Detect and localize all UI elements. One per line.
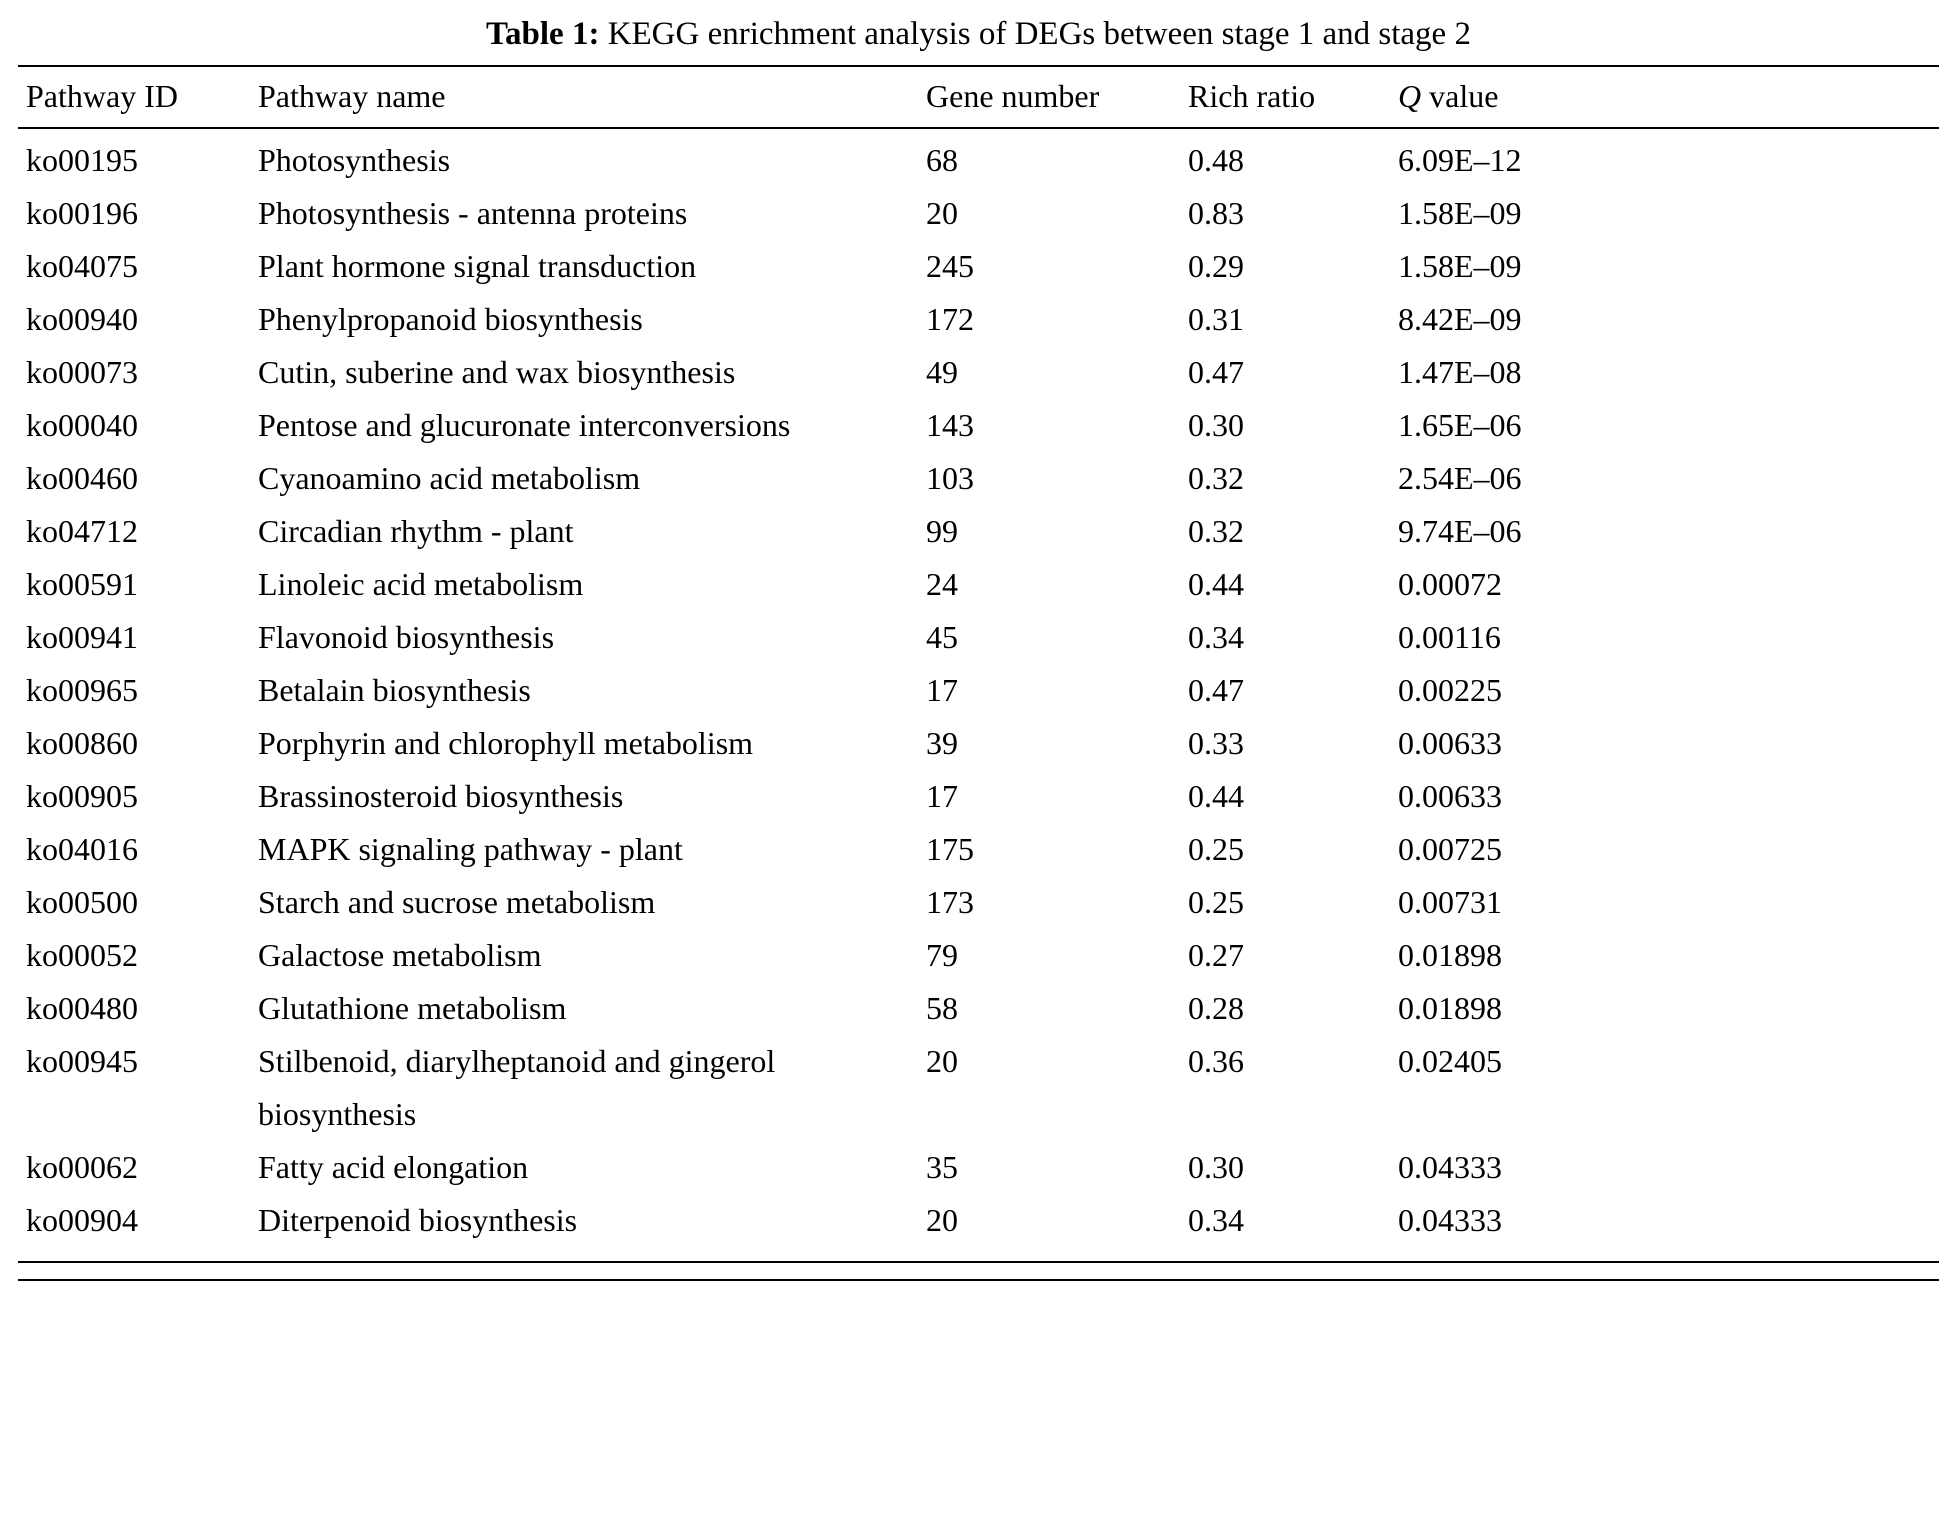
table-row	[18, 128, 1939, 187]
col-header-pathway-id: Pathway ID	[18, 66, 250, 128]
cell-pathway-name: Cutin, suberine and wax biosynthesis	[258, 353, 736, 390]
cell-pathway-name: MAPK signaling pathway - plant	[258, 830, 683, 867]
cell-gene-number: 103	[926, 459, 974, 496]
cell-pathway-name: Brassinosteroid biosynthesis	[258, 777, 624, 814]
cell-q-value: 0.01898	[1398, 936, 1502, 973]
cell-rich-ratio: 0.33	[1188, 724, 1244, 761]
table-caption-label: Table 1:	[486, 16, 600, 52]
kegg-enrichment-table	[18, 65, 1939, 1253]
cell-pathway-name: Flavonoid biosynthesis	[258, 618, 555, 655]
cell-rich-ratio: 0.25	[1188, 883, 1244, 920]
cell-gene-number: 17	[926, 671, 958, 708]
cell-rich-ratio: 0.28	[1188, 989, 1244, 1026]
cell-pathway-id: ko00591	[26, 565, 138, 602]
table-row	[18, 399, 1939, 452]
col-header-pathway-name: Pathway name	[250, 66, 918, 128]
cell-rich-ratio: 0.44	[1188, 777, 1244, 814]
col-header-rich-ratio: Rich ratio	[1180, 66, 1390, 128]
cell-rich-ratio: 0.32	[1188, 512, 1244, 549]
cell-q-value: 0.00633	[1398, 777, 1502, 814]
table-row	[18, 611, 1939, 664]
cell-q-value: 9.74E–06	[1398, 512, 1522, 549]
table-row	[18, 929, 1939, 982]
cell-rich-ratio: 0.34	[1188, 618, 1244, 655]
cell-rich-ratio: 0.48	[1188, 141, 1244, 178]
cell-q-value: 0.00225	[1398, 671, 1502, 708]
cell-q-value: 0.00116	[1398, 618, 1501, 655]
cell-q-value: 0.04333	[1398, 1148, 1502, 1185]
table-row	[18, 293, 1939, 346]
table-row	[18, 876, 1939, 929]
cell-pathway-name: Glutathione metabolism	[258, 989, 567, 1026]
cell-pathway-name: Diterpenoid biosynthesis	[258, 1201, 578, 1238]
q-value-rest-part: value	[1421, 78, 1499, 115]
table-caption-text: KEGG enrichment analysis of DEGs between stage 1 and stage 2	[599, 16, 1471, 52]
table-header	[18, 66, 1939, 128]
cell-pathway-id: ko00500	[26, 883, 138, 920]
table-row	[18, 1194, 1939, 1253]
cell-pathway-id: ko00905	[26, 777, 138, 814]
cell-gene-number: 58	[926, 989, 958, 1026]
cell-gene-number: 245	[926, 247, 974, 284]
cell-pathway-id: ko00196	[26, 194, 138, 231]
cell-pathway-id: ko00052	[26, 936, 138, 973]
cell-q-value: 6.09E–12	[1398, 141, 1522, 178]
table-row	[18, 558, 1939, 611]
cell-rich-ratio: 0.31	[1188, 300, 1244, 337]
table-caption	[18, 14, 1939, 55]
table-row	[18, 187, 1939, 240]
cell-pathway-name: Galactose metabolism	[258, 936, 542, 973]
cell-gene-number: 173	[926, 883, 974, 920]
cell-pathway-name: Starch and sucrose metabolism	[258, 883, 656, 920]
cell-rich-ratio: 0.30	[1188, 406, 1244, 443]
cell-rich-ratio: 0.30	[1188, 1148, 1244, 1185]
cell-pathway-id: ko00860	[26, 724, 138, 761]
cell-pathway-name: Stilbenoid, diarylheptanoid and gingerol biosynthesis	[258, 1042, 776, 1132]
cell-q-value: 0.00725	[1398, 830, 1502, 867]
cell-q-value: 8.42E–09	[1398, 300, 1522, 337]
cell-gene-number: 172	[926, 300, 974, 337]
cell-pathway-id: ko00904	[26, 1201, 138, 1238]
cell-pathway-id: ko00965	[26, 671, 138, 708]
cell-pathway-id: ko04075	[26, 247, 138, 284]
cell-pathway-id: ko04712	[26, 512, 138, 549]
table-row	[18, 1035, 1939, 1141]
cell-pathway-id: ko00062	[26, 1148, 138, 1185]
cell-gene-number: 17	[926, 777, 958, 814]
cell-gene-number: 24	[926, 565, 958, 602]
cell-rich-ratio: 0.29	[1188, 247, 1244, 284]
cell-pathway-id: ko00480	[26, 989, 138, 1026]
cell-q-value: 0.02405	[1398, 1042, 1502, 1079]
cell-pathway-name: Photosynthesis	[258, 141, 451, 178]
cell-rich-ratio: 0.44	[1188, 565, 1244, 602]
bottom-rule-lower	[18, 1279, 1939, 1281]
cell-rich-ratio: 0.83	[1188, 194, 1244, 231]
cell-pathway-name: Linoleic acid metabolism	[258, 565, 584, 602]
cell-pathway-name: Phenylpropanoid biosynthesis	[258, 300, 643, 337]
cell-rich-ratio: 0.47	[1188, 671, 1244, 708]
cell-pathway-name: Cyanoamino acid metabolism	[258, 459, 641, 496]
cell-pathway-id: ko00460	[26, 459, 138, 496]
cell-q-value: 0.00072	[1398, 565, 1502, 602]
table-row	[18, 823, 1939, 876]
cell-rich-ratio: 0.27	[1188, 936, 1244, 973]
cell-rich-ratio: 0.36	[1188, 1042, 1244, 1079]
table-row	[18, 664, 1939, 717]
q-value-italic-part: Q	[1398, 78, 1422, 115]
cell-pathway-name: Photosynthesis - antenna proteins	[258, 194, 688, 231]
table-bottom-rules	[18, 1261, 1939, 1281]
cell-gene-number: 68	[926, 141, 958, 178]
cell-q-value: 1.47E–08	[1398, 353, 1522, 390]
cell-pathway-id: ko00945	[26, 1042, 138, 1079]
cell-q-value: 1.65E–06	[1398, 406, 1522, 443]
cell-gene-number: 175	[926, 830, 974, 867]
cell-pathway-name: Pentose and glucuronate interconversions	[258, 406, 791, 443]
cell-gene-number: 20	[926, 194, 958, 231]
cell-pathway-name: Plant hormone signal transduction	[258, 247, 697, 284]
table-row	[18, 982, 1939, 1035]
cell-gene-number: 143	[926, 406, 974, 443]
cell-rich-ratio: 0.47	[1188, 353, 1244, 390]
cell-q-value: 0.04333	[1398, 1201, 1502, 1238]
cell-gene-number: 79	[926, 936, 958, 973]
cell-gene-number: 49	[926, 353, 958, 390]
cell-rich-ratio: 0.34	[1188, 1201, 1244, 1238]
cell-q-value: 2.54E–06	[1398, 459, 1522, 496]
table-row	[18, 717, 1939, 770]
col-header-q-value	[1390, 66, 1939, 128]
cell-rich-ratio: 0.32	[1188, 459, 1244, 496]
cell-gene-number: 99	[926, 512, 958, 549]
cell-gene-number: 45	[926, 618, 958, 655]
cell-pathway-id: ko00941	[26, 618, 138, 655]
table-row	[18, 452, 1939, 505]
cell-pathway-name: Betalain biosynthesis	[258, 671, 531, 708]
table-body	[18, 128, 1939, 1253]
table-row	[18, 770, 1939, 823]
cell-q-value: 0.01898	[1398, 989, 1502, 1026]
cell-gene-number: 35	[926, 1148, 958, 1185]
col-header-gene-number: Gene number	[918, 66, 1180, 128]
cell-pathway-id: ko00940	[26, 300, 138, 337]
table-row	[18, 240, 1939, 293]
cell-rich-ratio: 0.25	[1188, 830, 1244, 867]
table-header-row	[18, 66, 1939, 128]
cell-pathway-name: Porphyrin and chlorophyll metabolism	[258, 724, 754, 761]
cell-pathway-id: ko00073	[26, 353, 138, 390]
cell-pathway-id: ko00040	[26, 406, 138, 443]
cell-q-value: 1.58E–09	[1398, 247, 1522, 284]
cell-q-value: 1.58E–09	[1398, 194, 1522, 231]
cell-pathway-id: ko00195	[26, 141, 138, 178]
cell-q-value: 0.00633	[1398, 724, 1502, 761]
table-row	[18, 346, 1939, 399]
cell-gene-number: 20	[926, 1042, 958, 1079]
cell-pathway-name: Fatty acid elongation	[258, 1148, 529, 1185]
cell-gene-number: 39	[926, 724, 958, 761]
table-row	[18, 1141, 1939, 1194]
table-row	[18, 505, 1939, 558]
cell-gene-number: 20	[926, 1201, 958, 1238]
cell-pathway-id: ko04016	[26, 830, 138, 867]
cell-q-value: 0.00731	[1398, 883, 1502, 920]
cell-pathway-name: Circadian rhythm - plant	[258, 512, 574, 549]
